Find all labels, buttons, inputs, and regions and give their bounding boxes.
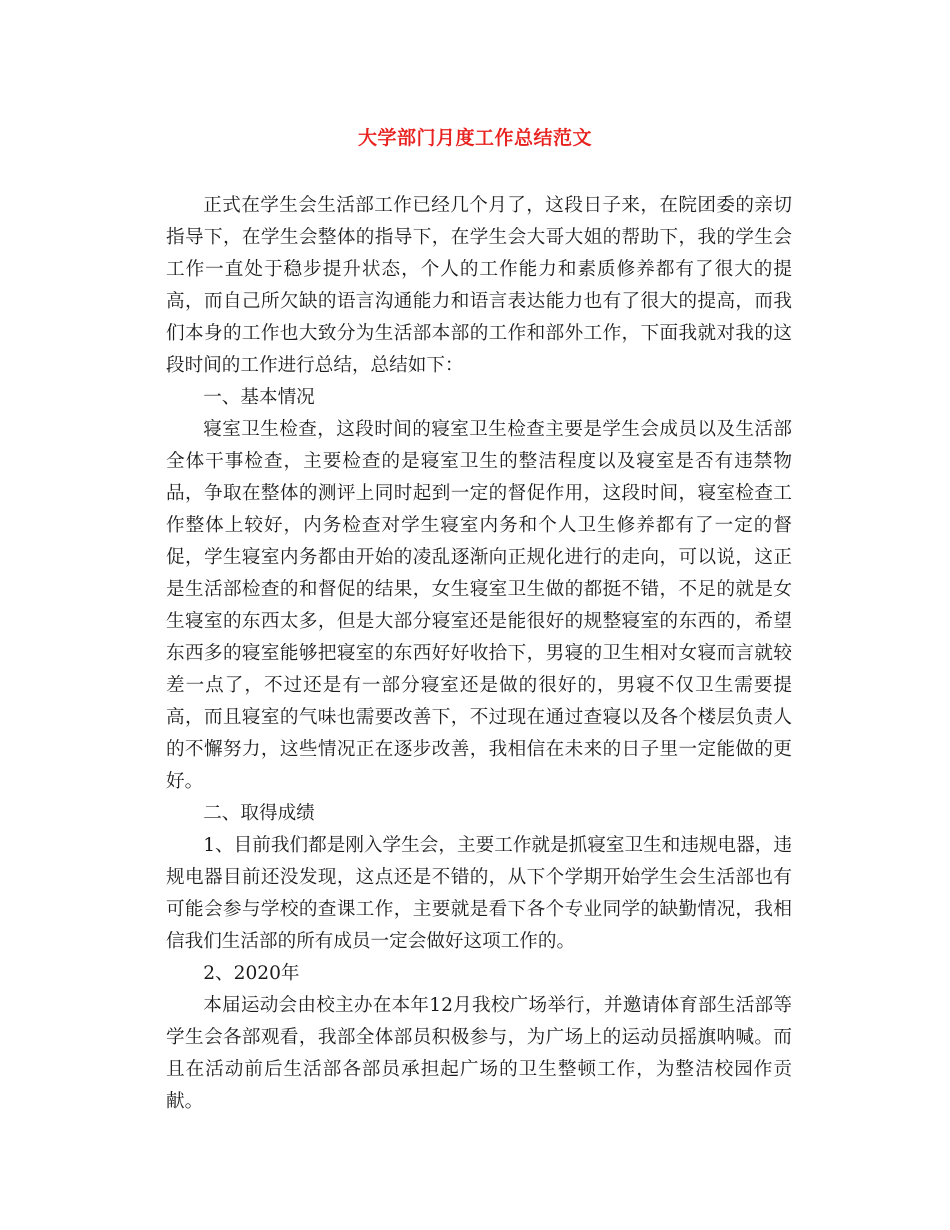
paragraph-intro: 正式在学生会生活部工作已经几个月了，这段日子来，在院团委的亲切指导下，在学生会整体的指导下，在学生会大哥大姐的帮助下，我的学生会工作一直处于稳步提升状态，个人的工作能力和素质修养都有了很大的提高，而自己所欠缺的语言沟通能力和语言表达能力也有了很大的提高，而我们本身的工作也大致分为生活部本部的工作和部外工作，下面我就对我的这段时间的工作进行总结，总结如下： (166, 195, 792, 376)
section-heading-basic: 一、基本情况 (203, 387, 315, 408)
subheading-achievement-2: 2、2020年 (203, 963, 300, 984)
document-body (166, 190, 792, 1118)
paragraph-achievement-1: 1、目前我们都是刚入学生会，主要工作就是抓寝室卫生和违规电器，违规电器目前还没发现，这点还是不错的，从下个学期开始学生会生活部也有可能会参与学校的查课工作，主要就是看下各个专业同学的缺勤情况，我相信我们生活部的所有成员一定会做好这项工作的。 (166, 835, 792, 952)
section-heading-achievements: 二、取得成绩 (203, 803, 315, 824)
paragraph-dorm-inspection: 寝室卫生检查，这段时间的寝室卫生检查主要是学生会成员以及生活部全体干事检查，主要检查的是寝室卫生的整洁程度以及寝室是否有违禁物品，争取在整体的测评上同时起到一定的督促作用，这段时间，寝室检查工作整体上较好，内务检查对学生寝室内务和个人卫生修养都有了一定的督促，学生寝室内务都由开始的凌乱逐渐向正规化进行的走向，可以说，这正是生活部检查的和督促的结果，女生寝室卫生做的都挺不错，不足的就是女生寝室的东西太多，但是大部分寝室还是能很好的规整寝室的东西的，希望东西多的寝室能够把寝室的东西好好收拾下，男寝的卫生相对女寝而言就较差一点了，不过还是有一部分寝室还是做的很好的，男寝不仅卫生需要提高，而且寝室的气味也需要改善下，不过现在通过查寝以及各个楼层负责人的不懈努力，这些情况正在逐步改善，我相信在未来的日子里一定能做的更好。 (166, 419, 792, 792)
paragraph-sports-meet: 本届运动会由校主办在本年12月我校广场举行，并邀请体育部生活部等学生会各部观看，我部全体部员积极参与，为广场上的运动员摇旗呐喊。而且在活动前后生活部各部员承担起广场的卫生整顿工作，为整洁校园作贡献。 (166, 995, 792, 1112)
document-title: 大学部门月度工作总结范文 (357, 127, 592, 149)
